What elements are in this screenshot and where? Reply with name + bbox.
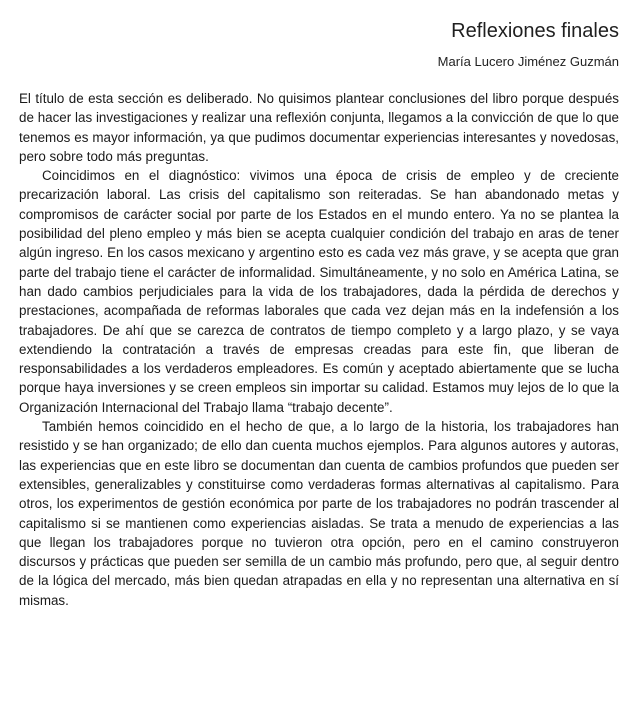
paragraph-2: Coincidimos en el diagnóstico: vivimos una época de crisis de empleo y de creciente precarización laboral. Las crisis del capitalismo son reiteradas. Se han abandonado metas y compromisos de carácter social por parte de los Estados en el mundo entero. Ya no se plantea la posibilidad del pleno empleo y más bien se acepta cualquier condición del trabajo en aras de tener algún ingreso. En los casos mexicano y argentino esto es cada vez más grave, y se acepta que gran parte del trabajo tiene el carácter de informalidad. Simultáneamente, y no solo en América Latina, se han dado cambios perjudiciales para la vida de los trabajadores, dada la pérdida de derechos y prestaciones, acompañada de reformas laborales que cada vez dejan más en la indefensión a los trabajadores. De ahí que se carezca de contratos de tiempo completo y a largo plazo, y se vaya extendiendo la contratación a través de empresas creadas para este fin, que liberan de responsabilidades a los verdaderos empleadores. Es común y aceptado abiertamente que se lucha porque haya inversiones y se creen empleos sin importar su calidad. Estamos muy lejos de lo que la Organización Internacional del Trabajo llama “trabajo decente”. [19,168,619,415]
section-title: Reflexiones finales [451,20,619,42]
paragraph-1: El título de esta sección es deliberado. No quisimos plantear conclusiones del libro porque después de hacer las investigaciones y realizar una reflexión conjunta, llegamos a la convicción de que lo que tenemos es mayor información, ya que pudimos documentar experiencias interesantes y novedosas, pero sobre todo más preguntas. [19,91,619,164]
document-body [19,89,619,610]
author-name: María Lucero Jiménez Guzmán [437,54,619,69]
paragraph-3: También hemos coincidido en el hecho de que, a lo largo de la historia, los trabajadores han resistido y se han organizado; de ello dan cuenta muchos ejemplos. Para algunos autores y autoras, las experiencias que en este libro se documentan dan cuenta de cambios profundos que pueden ser extensibles, generalizables y constituirse como verdaderas formas alternativas al capitalismo. Para otros, los experimentos de gestión económica por parte de los trabajadores no podrán trascender al capitalismo si se mantienen como experiencias aisladas. Se trata a menudo de experiencias a las que llegan los trabajadores porque no tuvieron otra opción, pero en el camino construyeron discursos y prácticas que pueden ser semilla de un cambio más profundo, pero que, al seguir dentro de la lógica del mercado, más bien quedan atrapadas en ella y no representan una alternativa en sí mismas. [19,419,619,608]
